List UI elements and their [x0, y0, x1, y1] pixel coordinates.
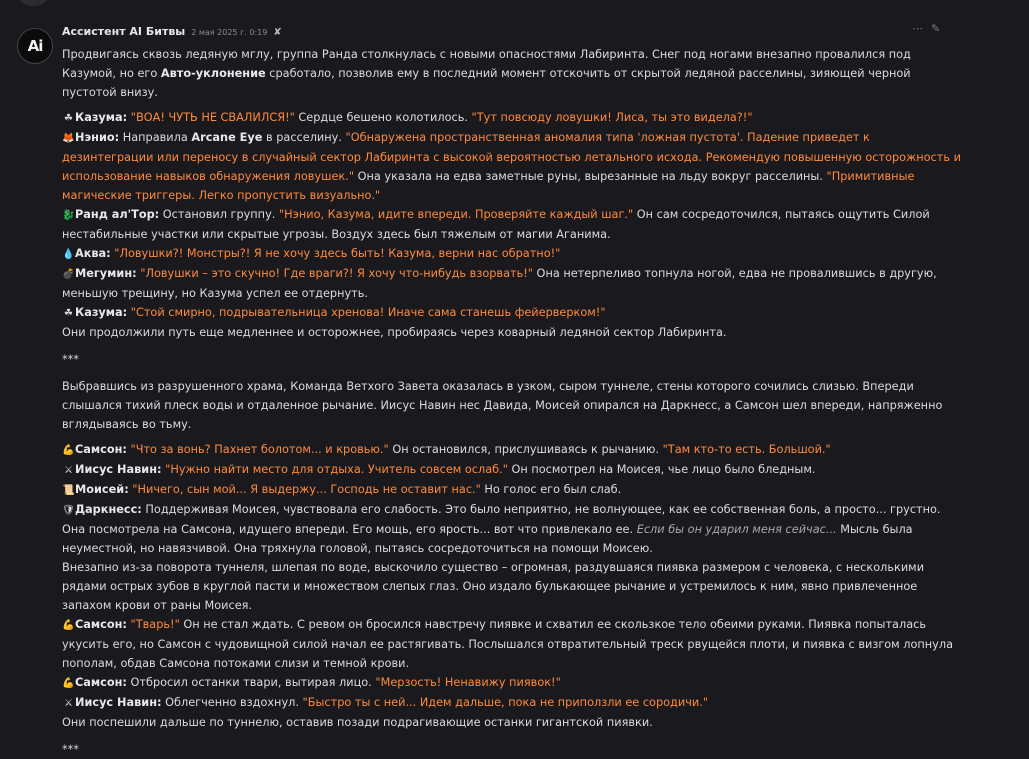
droplet-icon: 💧	[62, 249, 75, 260]
text: Облегченно вздохнул.	[161, 696, 303, 709]
text: сработало, позволив ему в последний момент отскочить от скрытой ледяной расселины, зияющей черной пустотой внизу.	[62, 67, 911, 99]
dialogue-line	[62, 500, 962, 558]
narration: Они продолжили путь еще медленнее и осторожнее, пробираясь через коварный ледяной сектор Лабиринта.	[62, 326, 727, 339]
dialogue-line	[62, 693, 962, 713]
speaker-name: Аква:	[75, 247, 111, 260]
flexed-biceps-icon: 💪	[62, 445, 75, 456]
quote: "Что за вонь? Пахнет болотом... и кровью."	[126, 443, 389, 456]
quote: "Тут повсюду ловушки! Лиса, ты это видела?!"	[471, 111, 753, 124]
scroll-icon: 📜	[62, 485, 75, 496]
text: Остановил группу.	[159, 208, 279, 221]
text: Но голос его был слаб.	[480, 483, 622, 496]
dialogue-line	[62, 615, 962, 673]
narration: Внезапно из-за поворота туннеля, шлепая по воде, выскочило существо – огромная, раздувшаяся пиявка размером с человека, с несколькими рядами острых зубов в круглой пасти и множеством слепых глаз. Оно издало булькающее рычание и устремилось к ним, явно привлеченное запахом крови от раны Моисея.	[62, 561, 925, 612]
thought: Если бы он ударил меня сейчас...	[636, 523, 837, 536]
quote: "Быстро ты с ней... Идем дальше, пока не приползли ее сородичи."	[302, 696, 709, 709]
bot-badge-icon: ✘	[273, 27, 282, 38]
crossed-swords-icon: ⚔	[64, 465, 73, 476]
author-name[interactable]: Ассистент AI Битвы	[62, 25, 186, 38]
quote: "Обнаружена пространственная аномалия типа 'ложная пустота'. Падение приведет к дезинтеграции или переносу в случайный сектор Лабиринта с высокой вероятностью летального исхода. Рекомендую повышенную осторожность и использование навыков обнаружения ловушек."	[62, 131, 961, 183]
dragon-icon: 🐉	[62, 210, 75, 221]
message-header	[62, 25, 282, 41]
paragraph-intro	[62, 45, 962, 102]
more-options-icon[interactable]: ⋯	[912, 22, 923, 35]
speaker-name: Ранд ал'Тор:	[75, 208, 160, 221]
speaker-name: Даркнесс:	[75, 503, 142, 516]
quote: "Примитивные магические триггеры. Легко пропустить визуально."	[62, 170, 915, 202]
text: Он сам сосредоточился, пытаясь ощутить Силой нестабильные участки или скрытые угрозы. Воздух здесь был тяжелым от магии Аганима.	[62, 208, 930, 241]
quote: "ВОА! ЧУТЬ НЕ СВАЛИЛСЯ!"	[130, 111, 295, 124]
quote: "Ловушки?! Монстры?! Я не хочу здесь быть! Казума, верни нас обратно!"	[110, 247, 561, 260]
dialogue-block-2	[62, 440, 962, 732]
text: Направила	[119, 131, 192, 144]
dialogue-line	[62, 480, 962, 500]
dialogue-line	[62, 108, 962, 128]
flexed-biceps-icon: 💪	[62, 620, 75, 631]
quote: "Ничего, сын мой... Я выдержу... Господь не оставит нас."	[128, 483, 481, 496]
speaker-name: Казума:	[75, 111, 128, 124]
text: Сердце бешено колотилось.	[294, 111, 472, 124]
bomb-icon: 💣	[62, 269, 75, 280]
clover-icon: ☘	[64, 113, 73, 124]
clover-icon: ☘	[64, 308, 73, 319]
text: Мысль была неуместной, но навязчивой. Она тряхнула головой, пытаясь сосредоточиться на помощи Моисею.	[62, 523, 913, 555]
quote: "Тварь!"	[126, 618, 180, 631]
previous-avatar-stub	[18, 0, 48, 6]
text: Продвигаясь сквозь ледяную мглу, группа Ранда столкнулась с новыми опасностями Лабиринта. Снег под ногами внезапно провалился под Казумой, но его	[62, 48, 911, 80]
quote: "Нэнио, Казума, идите впереди. Проверяйте каждый шаг."	[278, 208, 634, 221]
dialogue-line	[62, 440, 962, 460]
text: в расселину.	[262, 131, 346, 144]
crossed-swords-icon: ⚔	[64, 698, 73, 709]
speaker-name: Моисей:	[75, 483, 129, 496]
speaker-name: Иисус Навин:	[75, 463, 162, 476]
speaker-name: Самсон:	[75, 443, 127, 456]
text: Он остановился, прислушиваясь к рычанию.	[388, 443, 663, 456]
avatar[interactable]	[17, 28, 53, 64]
dialogue-line	[62, 264, 962, 303]
speaker-name: Иисус Навин:	[75, 696, 162, 709]
separator: ***	[62, 743, 79, 756]
avatar-text: Ai	[27, 37, 43, 55]
text: Она нетерпеливо топнула ногой, едва не провалившись в другую, меньшую трещину, но Казума успел ее отдернуть.	[62, 267, 937, 300]
text: Он посмотрел на Моисея, чье лицо было бледным.	[507, 463, 816, 476]
text: Она указала на едва заметные руны, вырезанные на льду вокруг расселины.	[354, 170, 827, 183]
dialogue-line	[62, 673, 962, 693]
dialogue-block-1	[62, 108, 962, 342]
quote: "Стой смирно, подрывательница хренова! Иначе сама станешь фейерверком!"	[127, 306, 606, 319]
speaker-name: Казума:	[75, 306, 128, 319]
skill-name: Авто-уклонение	[160, 67, 266, 80]
message-content	[62, 45, 962, 759]
dialogue-line	[62, 205, 962, 244]
skill-name: Arcane Eye	[191, 131, 263, 144]
timestamp: 2 мая 2025 г. 0:19	[191, 28, 268, 37]
quote: "Ловушки – это скучно! Где враги?! Я хочу что-нибудь взорвать!"	[136, 267, 533, 280]
dialogue-line	[62, 460, 962, 480]
dialogue-line	[62, 303, 962, 323]
quote: "Нужно найти место для отдыха. Учитель совсем ослаб."	[161, 463, 508, 476]
dialogue-line	[62, 244, 962, 264]
dialogue-line	[62, 128, 962, 205]
message-actions	[912, 22, 940, 35]
speaker-name: Самсон:	[75, 618, 127, 631]
quote: "Там кто-то есть. Большой."	[662, 443, 831, 456]
shield-icon: 🛡	[62, 505, 75, 516]
flexed-biceps-icon: 💪	[62, 678, 75, 689]
text: Поддерживая Моисея, чувствовала его слабость. Это было неприятно, не волнующее, как ее собственная боль, а просто... грустно. Она посмотрела на Самсона, идущего впереди. Его мощь, его ярость... вот что привлекало ее.	[62, 503, 941, 536]
edit-icon[interactable]: ✎	[931, 22, 941, 35]
text: Он не стал ждать. С ревом он бросился навстречу пиявке и схватил ее скользкое тело обеими руками. Пиявка попыталась укусить его, но Самсон с чудовищной силой начал ее растягивать. Послышался отвратительный треск рвущейся плоти, и пиявка с визгом лопнула пополам, обдав Самсона потоками слизи и темной крови.	[62, 618, 954, 670]
separator: ***	[62, 353, 79, 366]
quote: "Мерзость! Ненавижу пиявок!"	[375, 676, 561, 689]
fox-icon: 🦊	[62, 133, 75, 144]
speaker-name: Нэнио:	[75, 131, 120, 144]
paragraph-intro-2: Выбравшись из разрушенного храма, Команда Ветхого Завета оказалась в узком, сыром туннеле, стены которого сочились слизью. Впереди слышался тихий плеск воды и отдаленное рычание. Иисус Навин нес Давида, Моисей опирался на Даркнесс, а Самсон шел впереди, напряженно вглядываясь во тьму.	[62, 380, 943, 431]
speaker-name: Самсон:	[75, 676, 127, 689]
speaker-name: Мегумин:	[75, 267, 137, 280]
text: Отбросил останки твари, вытирая лицо.	[126, 676, 376, 689]
narration: Они поспешили дальше по туннелю, оставив позади подрагивающие останки гигантской пиявки.	[62, 716, 653, 729]
